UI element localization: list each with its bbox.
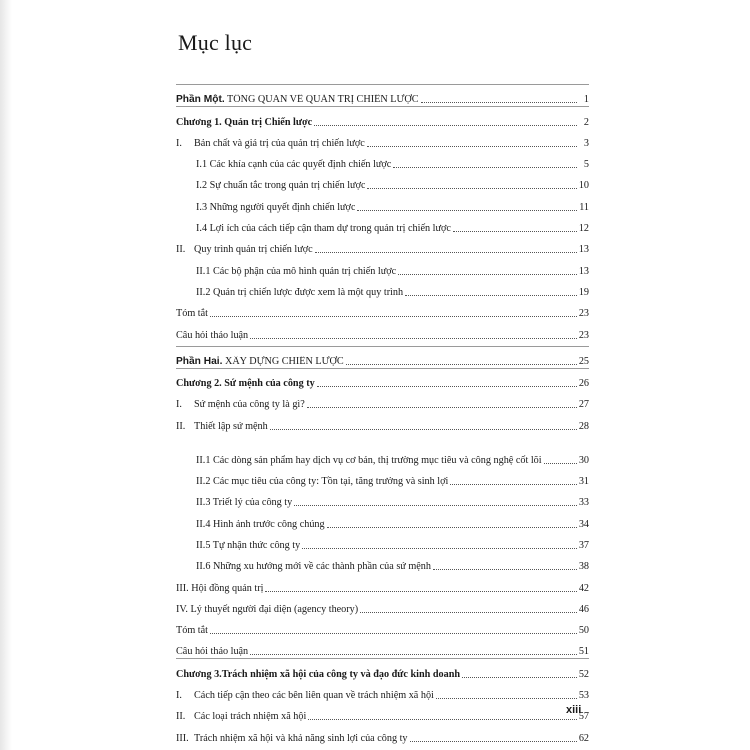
toc-entry-label	[176, 138, 365, 150]
dot-leader	[327, 527, 577, 528]
toc-entry	[176, 616, 589, 637]
toc-entry-label	[176, 399, 305, 411]
toc-entry-label	[176, 733, 408, 745]
toc-entry	[176, 171, 589, 192]
toc-entry-label: III. Hội đồng quản trị	[176, 582, 264, 594]
dot-leader	[302, 548, 577, 549]
page-number: xiii	[566, 704, 582, 716]
toc-page-number: 34	[578, 518, 589, 530]
toc-entry-label: I.3 Những người quyết định chiến lược	[196, 201, 356, 213]
section-number: I.	[176, 399, 182, 411]
section-number: III.	[176, 732, 189, 744]
dot-leader	[421, 102, 577, 103]
toc-entry-label	[176, 356, 344, 368]
toc-page-number: 13	[578, 265, 589, 277]
dot-leader	[436, 698, 577, 699]
toc-entry	[176, 256, 589, 277]
dot-leader	[314, 125, 577, 126]
toc-entry	[176, 411, 589, 432]
toc-entry	[176, 658, 589, 680]
part-title: XÂY DỰNG CHIẾN LƯỢC	[224, 355, 344, 367]
toc-entry	[176, 278, 589, 299]
toc-page-number: 53	[578, 690, 589, 702]
dot-leader	[405, 295, 577, 296]
section-number: II.	[176, 244, 186, 256]
dot-leader	[294, 505, 577, 506]
toc-entry	[176, 488, 589, 509]
toc-entry-label: IV. Lý thuyết người đại diện (agency theory)	[176, 603, 359, 615]
toc-page-number: 27	[578, 399, 589, 411]
section-title: Sứ mệnh của công ty là gì?	[194, 399, 305, 411]
page-binding-shadow	[0, 0, 12, 750]
toc-page-number: 37	[578, 539, 589, 551]
dot-leader	[210, 316, 577, 317]
section-number: I.	[176, 690, 182, 702]
table-of-contents	[176, 80, 589, 745]
toc-page-number: 52	[578, 668, 589, 680]
dot-leader	[398, 274, 577, 275]
toc-entry-label: II.1 Các dòng sản phẩm hay dịch vụ cơ bản, thị trường mục tiêu và công nghệ cốt lõi	[196, 454, 542, 466]
toc-page-number: 5	[583, 159, 589, 171]
dot-leader	[453, 231, 577, 232]
section-number: II.	[176, 711, 186, 723]
toc-entry	[176, 531, 589, 552]
toc-entry-label: Câu hỏi thảo luận	[176, 646, 249, 658]
section-number: II.	[176, 420, 186, 432]
dot-leader	[544, 463, 577, 464]
part-prefix: Phần Một.	[176, 94, 225, 106]
dot-leader	[210, 633, 577, 634]
dot-leader	[315, 252, 577, 253]
toc-entry-label: Tóm tắt	[176, 308, 208, 320]
toc-page-number: 38	[578, 561, 589, 573]
toc-entry-label: Chương 3.Trách nhiệm xã hội của công ty và đạo đức kinh doanh	[176, 668, 461, 680]
toc-entry	[176, 214, 589, 235]
toc-entry-label	[176, 421, 268, 433]
toc-entry	[176, 129, 589, 150]
dot-leader	[307, 407, 577, 408]
toc-page-number: 42	[578, 582, 589, 594]
toc-page-number: 3	[583, 137, 589, 149]
toc-entry-label	[176, 244, 313, 256]
toc-entry-label: Tóm tắt	[176, 625, 208, 637]
toc-entry	[176, 702, 589, 723]
dot-leader	[250, 654, 577, 655]
toc-page-number: 12	[578, 223, 589, 235]
toc-entry-label	[176, 94, 419, 106]
toc-page-number: 62	[578, 732, 589, 744]
toc-entry	[176, 573, 589, 594]
part-title: TỔNG QUAN VỀ QUẢN TRỊ CHIẾN LƯỢC	[227, 94, 419, 106]
page-title: Mục lục	[178, 30, 253, 55]
toc-entry-label: I.2 Sự chuẩn tắc trong quản trị chiến lược	[196, 180, 366, 192]
toc-entry-label: Câu hỏi thảo luận	[176, 329, 249, 341]
toc-page-number: 1	[583, 94, 589, 106]
toc-entry-label: II.6 Những xu hướng mới về các thành phần của sứ mệnh	[196, 561, 431, 573]
toc-entry-label	[176, 690, 434, 702]
dot-leader	[410, 741, 577, 742]
part-prefix: Phần Hai.	[176, 355, 223, 367]
toc-entry	[176, 346, 589, 368]
section-title: Thiết lập sứ mệnh	[194, 420, 268, 432]
toc-entry	[176, 637, 589, 658]
dot-leader	[317, 386, 577, 387]
toc-page-number: 26	[578, 378, 589, 390]
toc-page-number: 23	[578, 329, 589, 341]
toc-page-number: 28	[578, 420, 589, 432]
dot-leader	[265, 591, 576, 592]
toc-entry	[176, 595, 589, 616]
toc-entry-label: II.3 Triết lý của công ty	[196, 497, 293, 509]
dot-leader	[450, 484, 576, 485]
toc-entry-label: Chương 1. Quản trị Chiến lược	[176, 116, 313, 128]
toc-entry-label: Chương 2. Sứ mệnh của công ty	[176, 378, 315, 390]
toc-page-number: 10	[578, 180, 589, 192]
toc-page-number: 2	[583, 116, 589, 128]
dot-leader	[367, 146, 577, 147]
dot-leader	[308, 719, 577, 720]
toc-page-number: 31	[578, 476, 589, 488]
toc-entry	[176, 192, 589, 213]
toc-entry-label: II.2 Quản trị chiến lược được xem là một quy trình	[196, 286, 404, 298]
dot-leader	[367, 188, 576, 189]
toc-page-number: 19	[578, 286, 589, 298]
section-number: I.	[176, 137, 182, 149]
section-title: Cách tiếp cận theo các bên liên quan về trách nhiệm xã hội	[194, 690, 434, 702]
section-title: Quy trình quản trị chiến lược	[194, 244, 313, 256]
toc-entry-label	[176, 711, 306, 723]
toc-page-number: 51	[578, 646, 589, 658]
toc-entry	[176, 681, 589, 702]
dot-leader	[250, 338, 577, 339]
toc-entry	[176, 320, 589, 341]
section-title: Trách nhiệm xã hội và khả năng sinh lợi của công ty	[194, 732, 408, 744]
toc-entry-label: II.4 Hình ảnh trước công chúng	[196, 518, 325, 530]
toc-entry	[176, 150, 589, 171]
toc-entry	[176, 433, 589, 467]
dot-leader	[270, 429, 577, 430]
toc-entry	[176, 299, 589, 320]
toc-entry	[176, 368, 589, 390]
toc-page-number: 25	[578, 355, 589, 367]
dot-leader	[393, 167, 577, 168]
toc-page-number: 50	[578, 625, 589, 637]
toc-page-number: 23	[578, 308, 589, 320]
toc-page-number: 33	[578, 497, 589, 509]
toc-entry-label: II.1 Các bộ phận của mô hình quản trị chiến lược	[196, 265, 397, 277]
toc-entry	[176, 552, 589, 573]
toc-page-number: 11	[579, 201, 589, 213]
toc-entry	[176, 106, 589, 128]
toc-entry	[176, 509, 589, 530]
toc-entry	[176, 235, 589, 256]
dot-leader	[357, 210, 577, 211]
toc-entry-label: I.1 Các khía cạnh của các quyết định chiến lược	[196, 159, 392, 171]
toc-entry	[176, 390, 589, 411]
toc-entry	[176, 467, 589, 488]
toc-page-number: 57	[578, 711, 589, 723]
dot-leader	[433, 569, 577, 570]
dot-leader	[360, 612, 577, 613]
dot-leader	[462, 677, 577, 678]
section-title: Bản chất và giá trị của quản trị chiến lược	[194, 137, 365, 149]
toc-entry-label: II.2 Các mục tiêu của công ty: Tồn tại, tăng trưởng và sinh lợi	[196, 476, 449, 488]
toc-entry-label: II.5 Tự nhận thức công ty	[196, 539, 301, 551]
toc-page-number: 46	[578, 603, 589, 615]
dot-leader	[346, 364, 577, 365]
toc-page-number: 30	[578, 454, 589, 466]
toc-page-number: 13	[578, 244, 589, 256]
toc-entry	[176, 84, 589, 106]
section-title: Các loại trách nhiệm xã hội	[194, 711, 307, 723]
toc-entry	[176, 723, 589, 744]
toc-entry-label: I.4 Lợi ích của cách tiếp cận tham dự trong quản trị chiến lược	[196, 223, 451, 235]
